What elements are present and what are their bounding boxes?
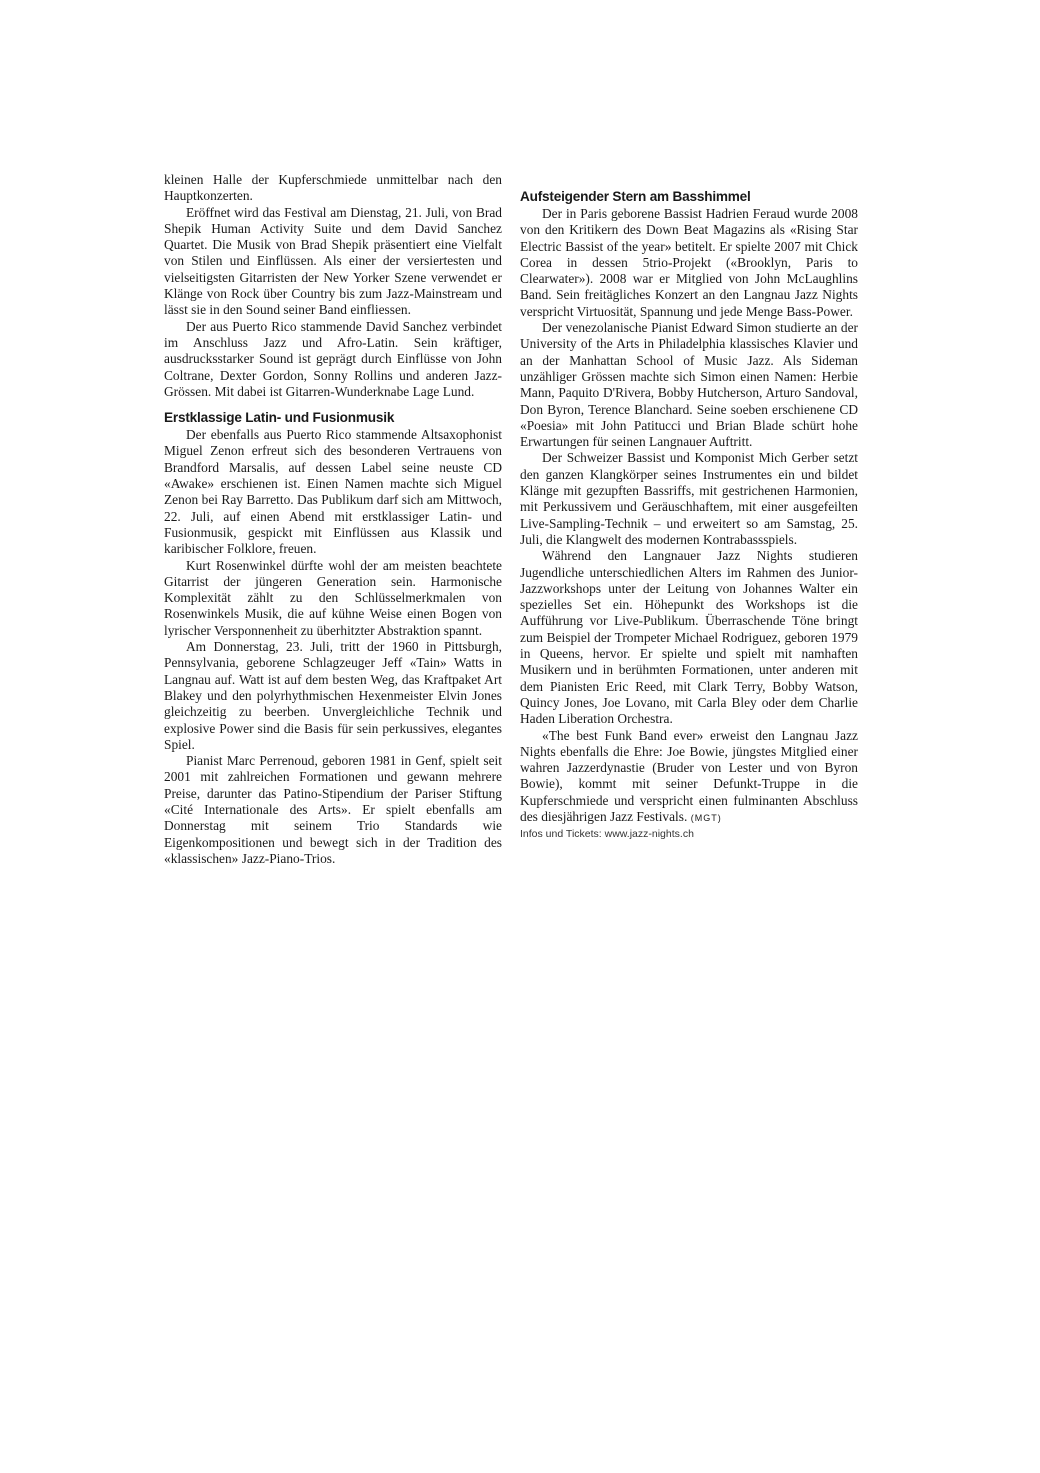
section-heading-latin-fusion: Erstklassige Latin- und Fusionmusik (164, 410, 395, 426)
paragraph-junior-workshop: Während den Langnauer Jazz Nights studieren Jugendliche unterschiedlichen Alters im Rahmen des Junior-Jazzworkshops unter der Leitung von Johannes Walter ein spezielles Set ein. Höhepunkt des Workshops ist die Aufführung vor Live-Publikum. Überraschende Töne bringt zum Beispiel der Trompeter Michael Rodriguez, geboren 1979 in Queens, hervor. Er spielte und spielt mit namhaften Musikern und in berühmten Formationen, unter anderen mit dem Pianisten Eric Reed, mit Clark Terry, Bobby Watson, Quincy Jones, Joe Lovano, mit Carla Bley oder dem Charlie Haden Liberation Orchestra. (520, 548, 858, 727)
paragraph-kurt-rosenwinkel: Kurt Rosenwinkel dürfte wohl der am meisten beachtete Gitarrist der jüngeren Generation sein. Harmonische Komplexität zählt zu den Schlüsselmerkmalen von Rosenwinkels Musik, die auf kühne Weise einen Bogen von lyrischer Versponnenheit zu überhitzter Abstraktion spannt. (164, 557, 502, 638)
section-heading-bass-star: Aufsteigender Stern am Basshimmel (520, 189, 751, 204)
article-left-column (164, 172, 502, 867)
paragraph-edward-simon: Der venezolanische Pianist Edward Simon studierte an der University of the Arts in Philadelphia klassisches Klavier und an der Manhattan School of Music Jazz. Als Sideman unzähliger Grössen machte sich Simon einen Namen: Herbie Mann, Paquito D'Rivera, Bobby Hutcherson, Arturo Sandoval, Don Byron, Terence Blanchard. Seine soeben erschienene CD «Poesia» mit John Patitucci und Brian Blade schürt hohe Erwartungen für seinen Langnauer Auftritt. (520, 320, 858, 450)
paragraph-jeff-watts: Am Donnerstag, 23. Juli, tritt der 1960 in Pittsburgh, Pennsylvania, geborene Schlagzeuger Jeff «Tain» Watts in Langnau auf. Watt ist auf dem besten Weg, das Kraftpaket Art Blakey und den polyrhythmischen Hexenmeister Elvin Jones gleichzeitig zu beerben. Unvergleichliche Technik und explosive Power sind die Basis für sein perkussives, elegantes Spiel. (164, 639, 502, 752)
ticket-info-line: Infos und Tickets: www.jazz-nights.ch (520, 828, 694, 841)
paragraph-hadrien-feraud: Der in Paris geborene Bassist Hadrien Feraud wurde 2008 von den Kritikern des Down Beat Magazins als «Rising Star Electric Bassist of the year» betitelt. Er spielte 2007 mit Chick Corea in dessen 5trio-Projekt («Brooklyn, Paris to Clearwater»). 2008 war er Mitglied von John McLaughlins Band. Sein freitägliches Konzert an den Langnau Jazz Nights verspricht Virtuosität, Spannung und jede Menge Bass-Power. (520, 206, 858, 319)
paragraph-david-sanchez: Der aus Puerto Rico stammende David Sanchez verbindet im Anschluss Jazz und Afro-Latin. Sein kräftiger, ausdrucksstarker Sound ist geprägt durch Einflüsse von John Coltrane, Dexter Gordon, Sonny Rollins und anderen Jazz-Grössen. Mit dabei ist Gitarren-Wunderknabe Lage Lund. (164, 318, 502, 399)
article-right-column (520, 189, 858, 841)
paragraph-joe-bowie-text: «The best Funk Band ever» erweist den Langnau Jazz Nights ebenfalls die Ehre: Joe Bowie, jüngstes Mitglied einer wahren Jazzerdynastie (Bruder von Lester und von Byron Bowie), kommt mit seiner Defunkt-Truppe in die Kupferschmiede und verspricht einen fulminanten Abschluss des diesjährigen Jazz Festivals. (520, 727, 858, 824)
paragraph-mich-gerber: Der Schweizer Bassist und Komponist Mich Gerber setzt den ganzen Klangkörper seines Instrumentes ein und bildet Klänge mit gezupften Bassriffs, mit gestrichenen Harmonien, mit Perkussivem und Geräuschhaftem, mit einer ausgefeilten Live-Sampling-Technik – und erweitert so am Samstag, 25. Juli, die Klangwelt des modernen Kontrabassspiels. (520, 450, 858, 547)
paragraph-intro-continuation: kleinen Halle der Kupferschmiede unmittelbar nach den Hauptkonzerten. (164, 172, 502, 204)
paragraph-festival-opening: Eröffnet wird das Festival am Dienstag, 21. Juli, von Brad Shepik Human Activity Suite und dem David Sanchez Quartet. Die Musik von Brad Shepik präsentiert eine Vielfalt von Stilen und Einflüssen. Als einer der versiertesten und vielseitigsten Gitarristen der New Yorker Szene verwendet er Klänge von Rock über Country bis zum Jazz-Mainstream und lässt sie in den Sound seiner Band einfliessen. (164, 204, 502, 318)
paragraph-miguel-zenon: Der ebenfalls aus Puerto Rico stammende Altsaxophonist Miguel Zenon erfreut sich des besonderen Vertrauens von Brandford Marsalis, auf dessen Label seine neuste CD «Awake» erschienen ist. Einen Namen machte sich Miguel Zenon bei Ray Barretto. Das Publikum darf sich am Mittwoch, 22. Juli, auf einen Abend mit erstklassiger Latin- und Fusionmusik, gespickt mit Einflüssen aus Klassik und karibischer Folklore, freuen. (164, 427, 502, 557)
author-signature: (MGT) (690, 812, 722, 823)
paragraph-joe-bowie (520, 728, 858, 827)
paragraph-marc-perrenoud: Pianist Marc Perrenoud, geboren 1981 in Genf, spielt seit 2001 mit zahlreichen Formationen und gewann mehrere Preise, darunter das Patino-Stipendium der Pariser Stiftung «Cité Internationale des Arts». Er spielt ebenfalls am Donnerstag mit seinem Trio Standards wie Eigenkompositionen und bewegt sich in der Tradition des «klassischen» Jazz-Piano-Trios. (164, 753, 502, 866)
